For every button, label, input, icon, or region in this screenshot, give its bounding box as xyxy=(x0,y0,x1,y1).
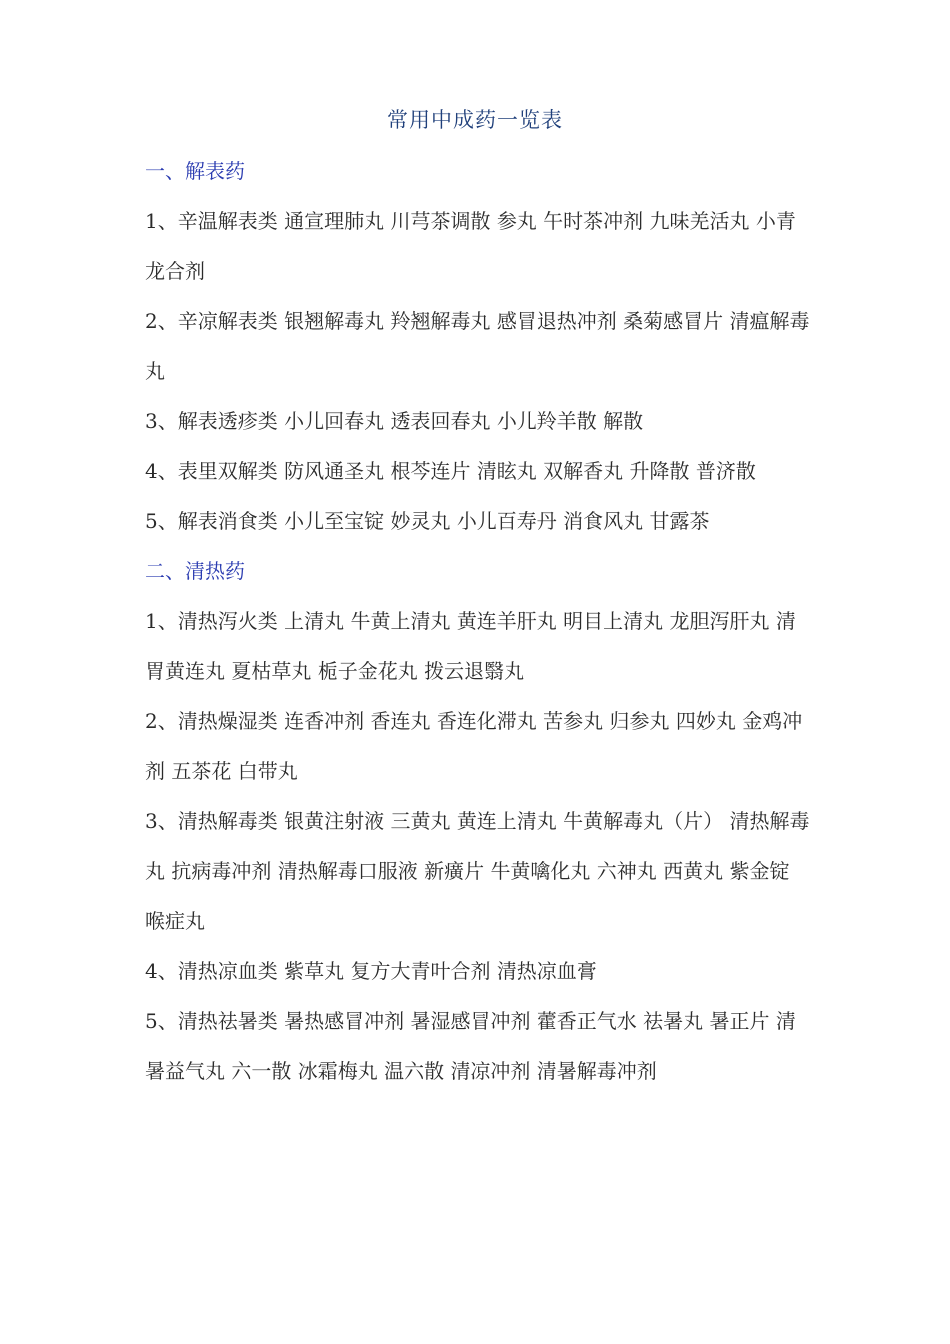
medicine-name: 透表回春丸 xyxy=(390,409,491,433)
medicine-name: 通宣理肺丸 xyxy=(284,209,385,233)
medicine-name: 温六散 xyxy=(384,1059,445,1083)
medicine-name: 桑菊感冒片 xyxy=(623,309,724,333)
category-name: 辛温解表类 xyxy=(177,209,278,233)
medicine-name: 明目上清丸 xyxy=(563,609,664,633)
medicine-name: 上清丸 xyxy=(284,609,345,633)
medicine-name: 双解香丸 xyxy=(543,459,624,483)
medicine-name: 清眩丸 xyxy=(476,459,537,483)
medicine-name: 香连丸 xyxy=(370,709,431,733)
medicine-name: 暑正片 xyxy=(709,1009,770,1033)
category-entry xyxy=(145,496,810,546)
medicine-name: 抗病毒冲剂 xyxy=(171,859,272,883)
medicine-name: 消食风丸 xyxy=(563,509,644,533)
medicine-name: 连香冲剂 xyxy=(284,709,365,733)
medicine-name: 苦参丸 xyxy=(543,709,604,733)
medicine-name: 清胃黄连丸 xyxy=(145,609,796,683)
entry-number: 3、 xyxy=(145,409,178,433)
medicine-name: 紫金锭 xyxy=(729,859,790,883)
entry-number: 1、 xyxy=(145,609,178,633)
medicine-name: 祛暑丸 xyxy=(643,1009,704,1033)
category-name: 解表消食类 xyxy=(177,509,278,533)
entry-number: 2、 xyxy=(145,709,178,733)
category-entry xyxy=(145,196,810,296)
medicine-name: 清暑益气丸 xyxy=(145,1009,796,1083)
medicine-name: 牛黄噙化丸 xyxy=(490,859,591,883)
category-name: 表里双解类 xyxy=(177,459,278,483)
category-entry xyxy=(145,396,810,446)
medicine-name: 复方大青叶合剂 xyxy=(350,959,491,983)
category-entry xyxy=(145,296,810,396)
section-heading: 二、清热药 xyxy=(145,559,245,583)
medicine-name: 小儿百寿丹 xyxy=(456,509,557,533)
category-entry xyxy=(145,446,810,496)
medicine-name: 白带丸 xyxy=(237,759,298,783)
entry-number: 3、 xyxy=(145,809,178,833)
category-entry xyxy=(145,946,810,996)
entry-number: 5、 xyxy=(145,1009,178,1033)
entry-number: 5、 xyxy=(145,509,178,533)
medicine-name: 西黄丸 xyxy=(663,859,724,883)
medicine-name: 金鸡冲剂 xyxy=(145,709,803,783)
category-name: 清热凉血类 xyxy=(177,959,278,983)
medicine-name: 小儿羚羊散 xyxy=(496,409,597,433)
medicine-name: 拨云退翳丸 xyxy=(424,659,525,683)
medicine-name: 藿香正气水 xyxy=(536,1009,637,1033)
medicine-name: 清热解毒口服液 xyxy=(277,859,418,883)
medicine-name: 三黄丸 xyxy=(390,809,451,833)
medicine-name: 暑热感冒冲剂 xyxy=(284,1009,405,1033)
medicine-name: 喉症丸 xyxy=(145,909,205,933)
category-entry xyxy=(145,796,810,946)
entry-number: 1、 xyxy=(145,209,178,233)
medicine-name: 九味羌活丸 xyxy=(649,209,750,233)
medicine-name: 五茶花 xyxy=(171,759,232,783)
medicine-name: 妙灵丸 xyxy=(390,509,451,533)
medicine-name: 夏枯草丸 xyxy=(231,659,312,683)
medicine-name: 黄连上清丸 xyxy=(456,809,557,833)
medicine-name: 参丸 xyxy=(496,209,537,233)
medicine-name: 根芩连片 xyxy=(390,459,471,483)
medicine-name: 解散 xyxy=(603,409,644,433)
category-entry xyxy=(145,596,810,696)
medicine-name: 牛黄上清丸 xyxy=(350,609,451,633)
medicine-name: 归参丸 xyxy=(609,709,670,733)
category-entry xyxy=(145,696,810,796)
category-name: 清热祛暑类 xyxy=(177,1009,278,1033)
medicine-name: 香连化滞丸 xyxy=(436,709,537,733)
medicine-name: 清暑解毒冲剂 xyxy=(536,1059,657,1083)
medicine-name: 牛黄解毒丸（片） xyxy=(563,809,724,833)
medicine-name: 小青龙合剂 xyxy=(145,209,796,283)
medicine-name: 清热解毒丸 xyxy=(145,809,810,883)
medicine-name: 甘露茶 xyxy=(649,509,710,533)
entry-number: 2、 xyxy=(145,309,178,333)
document-title: 常用中成药一览表 xyxy=(387,108,563,132)
medicine-name: 龙胆泻肝丸 xyxy=(669,609,770,633)
entry-number: 4、 xyxy=(145,459,178,483)
medicine-name: 小儿至宝锭 xyxy=(284,509,385,533)
medicine-name: 六一散 xyxy=(231,1059,292,1083)
document-body xyxy=(145,146,810,1096)
medicine-name: 冰霜梅丸 xyxy=(297,1059,378,1083)
medicine-name: 川芎茶调散 xyxy=(390,209,491,233)
medicine-name: 清凉冲剂 xyxy=(450,1059,531,1083)
medicine-name: 羚翘解毒丸 xyxy=(390,309,491,333)
category-name: 清热泻火类 xyxy=(177,609,278,633)
medicine-name: 普济散 xyxy=(695,459,756,483)
medicine-name: 六神丸 xyxy=(596,859,657,883)
medicine-name: 升降散 xyxy=(629,459,690,483)
medicine-name: 紫草丸 xyxy=(284,959,345,983)
category-name: 辛凉解表类 xyxy=(177,309,278,333)
medicine-name: 银翘解毒丸 xyxy=(284,309,385,333)
section-heading: 一、解表药 xyxy=(145,159,245,183)
medicine-name: 黄连羊肝丸 xyxy=(456,609,557,633)
category-name: 清热解毒类 xyxy=(177,809,278,833)
medicine-name: 小儿回春丸 xyxy=(284,409,385,433)
medicine-name: 清热凉血膏 xyxy=(496,959,597,983)
medicine-name: 午时茶冲剂 xyxy=(543,209,644,233)
entry-number: 4、 xyxy=(145,959,178,983)
medicine-name: 银黄注射液 xyxy=(284,809,385,833)
medicine-name: 四妙丸 xyxy=(675,709,736,733)
medicine-name: 清瘟解毒丸 xyxy=(145,309,810,383)
medicine-name: 防风通圣丸 xyxy=(284,459,385,483)
medicine-name: 感冒退热冲剂 xyxy=(496,309,617,333)
category-entry xyxy=(145,996,810,1096)
category-name: 清热燥湿类 xyxy=(177,709,278,733)
medicine-name: 栀子金花丸 xyxy=(317,659,418,683)
medicine-name: 新癀片 xyxy=(424,859,485,883)
category-name: 解表透疹类 xyxy=(177,409,278,433)
medicine-name: 暑湿感冒冲剂 xyxy=(410,1009,531,1033)
